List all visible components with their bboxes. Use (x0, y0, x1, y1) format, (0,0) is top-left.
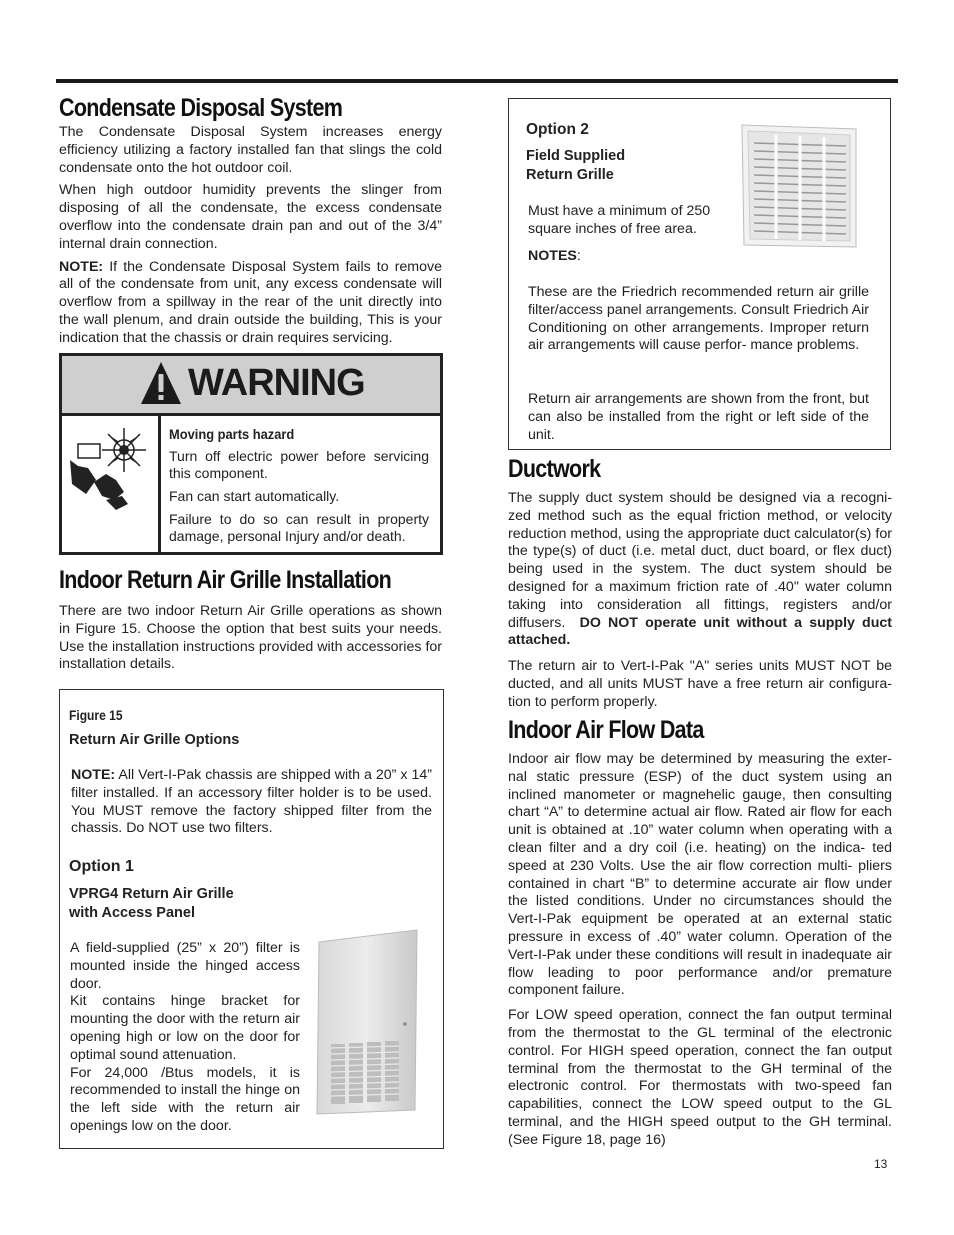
warning-line-3: Failure to do so can result in property damage, personal Injury and/or death. (169, 511, 429, 544)
option2-subtitle (526, 147, 625, 185)
note-text: If the Condensate Disposal System fails to remove all of the condensate from unit, any excess condensate will overflow from a spillway in the rear of the unit directly into the wall plenum, and drain outside the building, This is your indication that the chassis or drain requires servicing. (59, 258, 442, 346)
ductwork-p1-warning: DO NOT operate unit without a supply duct attached. (508, 614, 892, 649)
condensate-paragraph-2: When high outdoor humidity prevents the slinger from disposing of all the condensate, the excess condensate overflow into the condensate drain pan and out of the 3/4” internal drain connection. (59, 182, 442, 252)
airflow-section (508, 716, 892, 1150)
option2-notes-paragraph-1: These are the Friedrich recommended return air grille filter/access panel arrangements. Consult Friedrich Air Conditioning on other arrangements. Improper return air arrangements will cause perfor- mance problems. (528, 284, 869, 354)
access-panel-grille-image (313, 928, 421, 1116)
top-rule (56, 79, 898, 83)
return-grille-intro: There are two indoor Return Air Grille operations as shown in Figure 15. Choose the option that best suits your needs. Use the installation instructions provided with accessories for installation details. (59, 603, 442, 673)
option2-title: Option 2 (526, 121, 589, 138)
option-2-box (508, 98, 891, 450)
option2-min-area: Must have a minimum of 250 square inches of free area. (528, 203, 711, 237)
return-grille-image (740, 121, 858, 249)
figure-note-text: All Vert-I-Pak chassis are shipped with a 20” x 14” filter installed. If an accessory filter holder is to be used. You MUST remove the factory shipped filter from the chassis. Do NOT use two filters. (71, 767, 432, 837)
condensate-note (59, 259, 442, 348)
figure-note-label: NOTE: (71, 767, 116, 783)
figure-label: Figure 15 (69, 707, 123, 723)
ductwork-section (508, 455, 892, 712)
ductwork-p1-text: The supply duct system should be designed via a recogni- zed method such as the equal friction method, or velocity reduction method, using the appropriate duct calculator(s) for the type(s) of duct (i.e. metal duct, duct board, or flex duct) being used in the system. The duct system should be designed for a maximum friction rate of .40" water column taking into consideration all fittings, registers and/or diffusers. (508, 490, 892, 631)
option1-paragraph-3: For 24,000 /Btus models, it is recommended to install the hinge on the left side with the return air openings low on the door. (70, 1064, 300, 1134)
warning-box (59, 353, 443, 555)
option1-subtitle (69, 885, 234, 923)
fan-hand-hazard-icon (66, 424, 158, 524)
note-label: NOTE: (59, 258, 104, 275)
figure-note (71, 767, 432, 838)
option1-paragraph-2: Kit contains hinge bracket for mounting the door with the return air opening high or low on the door for optimal sound attenuation. (70, 993, 300, 1063)
ductwork-paragraph-2: The return air to Vert-I-Pak "A" series units MUST NOT be ducted, and all units MUST have a free return air configura- tion to perform properly. (508, 658, 892, 710)
warning-text (169, 426, 429, 545)
notes-label-text: NOTES (528, 248, 577, 264)
notes-colon: : (576, 248, 581, 264)
warning-line-1: Turn off electric power before servicing this component. (169, 448, 429, 481)
option2-notes-label (528, 248, 581, 264)
warning-hazard: Moving parts hazard (169, 426, 295, 442)
condensate-heading: Condensate Disposal System (59, 94, 343, 122)
ductwork-paragraph-1 (508, 490, 892, 650)
warning-header (62, 356, 440, 416)
return-grille-section (59, 566, 442, 674)
page-number: 13 (874, 1157, 888, 1171)
airflow-paragraph-2: For LOW speed operation, connect the fan output terminal from the thermostat to the GL terminal of the electronic control. For HIGH speed operation, connect the fan output terminal from the thermostat to the GH terminal of the electronic control. For thermostats with two-speed fan capabilities, connect the LOW speed output to the GL terminal, and the HIGH speed output to the GH terminal. (See Figure 18, page 16) (508, 1007, 892, 1148)
option1-subtitle-line-1: VPRG4 Return Air Grille (69, 886, 234, 902)
figure-title: Return Air Grille Options (69, 732, 240, 748)
option2-subtitle-line-1: Field Supplied (526, 148, 626, 164)
option1-paragraph-1: A field-supplied (25” x 20”) filter is mounted inside the hinged access door. (70, 940, 300, 992)
airflow-heading: Indoor Air Flow Data (508, 716, 704, 744)
warning-title: WARNING (188, 362, 365, 404)
condensate-paragraph-1: The Condensate Disposal System increases energy efficiency utilizing a factory installed fan that slings the cold condensate onto the hot outdoor coil. (59, 124, 442, 176)
warning-pictogram-cell (62, 416, 161, 552)
warning-line-2: Fan can start automatically. (169, 488, 340, 504)
warning-triangle-icon (139, 360, 183, 406)
figure-15-box (59, 689, 444, 1149)
ductwork-heading: Ductwork (508, 455, 601, 483)
option1-text (70, 940, 300, 1136)
option1-subtitle-line-2: with Access Panel (69, 905, 195, 921)
option2-subtitle-line-2: Return Grille (526, 167, 614, 183)
airflow-paragraph-1: Indoor air flow may be determined by measuring the exter- nal static pressure (ESP) of the duct system using an inclined manometer or magnehelic gauge, then consulting chart “A” to determine actual air flow. Rated air flow for each unit is obtained at .10” water column when operating with a clean filter and a dry coil (i.e. heating) on the indica- ted speed at 230 Volts. Use the air flow correction multi- pliers contained in chart “B” to determine accurate air flow under the listed conditions. Under no circumstances should the Vert-I-Pak equipment be operated at an external static pressure in excess of .40” water column. Operation of the Vert-I-Pak under these conditions will result in inadequate air flow leading to poor performance and/or premature component failure. (508, 751, 892, 999)
condensate-section (59, 94, 442, 348)
option2-notes-paragraph-2: Return air arrangements are shown from the front, but can also be installed from the right or left side of the unit. (528, 391, 869, 443)
return-grille-heading: Indoor Return Air Grille Installation (59, 566, 392, 594)
option1-title: Option 1 (69, 858, 134, 875)
